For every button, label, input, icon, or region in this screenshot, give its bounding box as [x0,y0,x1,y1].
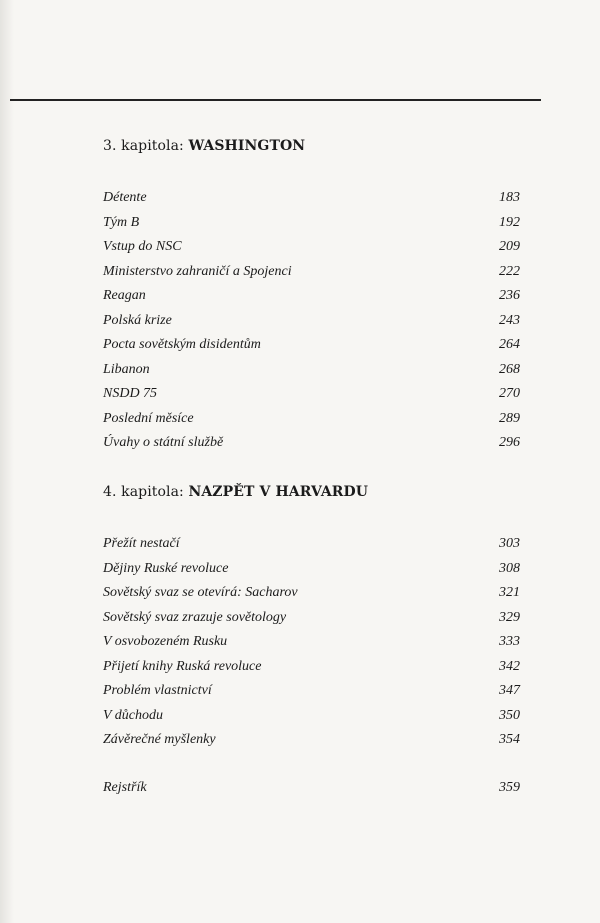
toc-entry[interactable] [101,333,522,358]
toc-entry-title: Tým B [103,214,140,230]
chapter-4-heading [103,484,368,500]
toc-entry[interactable] [101,728,522,753]
toc-entry-title: Rejstřík [103,780,147,795]
toc-entry[interactable] [101,557,522,582]
toc-entry-page: 329 [499,609,520,625]
toc-entry-title: V důchodu [103,707,164,723]
toc-entry-title: Problém vlastnictví [103,683,212,698]
toc-entry-page: 264 [499,337,520,352]
toc-entry-page: 192 [499,214,520,230]
toc-entry-page: 321 [499,585,520,600]
toc-entry[interactable] [101,532,522,557]
toc-entry-page: 183 [499,190,520,205]
toc-entry-title: Libanon [103,361,150,377]
toc-entry[interactable] [101,704,522,729]
toc-entry-title: NSDD 75 [103,386,158,401]
chapter-4-number: 4. kapitola: [103,484,184,500]
chapter-3-heading [103,138,305,154]
toc-entry-title: V osvobozeném Rusku [103,634,228,649]
chapter-3-toc [101,186,522,456]
toc-entry-page: 270 [499,386,520,401]
chapter-3-number: 3. kapitola: [103,138,184,154]
toc-entry-page: 209 [499,239,520,254]
toc-entry[interactable] [101,309,522,334]
toc-entry-index[interactable] [101,776,522,801]
toc-entry-page: 289 [499,410,520,426]
toc-entry[interactable] [101,407,522,432]
toc-entry-title: Závěrečné myšlenky [103,732,216,747]
toc-entry[interactable] [101,606,522,631]
toc-entry-title: Dějiny Ruské revoluce [103,560,229,576]
toc-entry-page: 354 [499,732,520,747]
page-edge [0,0,14,923]
toc-entry-page: 268 [499,361,520,377]
toc-entry-title: Vstup do NSC [103,239,182,254]
toc-entry-title: Polská krize [103,312,172,328]
toc-entry[interactable] [101,211,522,236]
toc-entry[interactable] [101,235,522,260]
chapter-4-toc [101,532,522,753]
toc-entry[interactable] [101,260,522,285]
toc-entry-page: 243 [499,312,520,328]
chapter-4-title: NAZPĚT V HARVARDU [188,484,369,500]
toc-entry-page: 303 [499,536,520,551]
toc-entry-title: Reagan [103,288,146,303]
toc-entry-page: 222 [499,263,520,279]
toc-entry-title: Ministerstvo zahraničí a Spojenci [103,263,292,279]
toc-entry[interactable] [101,186,522,211]
toc-entry[interactable] [101,431,522,456]
toc-entry-page: 359 [499,780,520,795]
toc-entry-page: 347 [499,683,520,698]
toc-entry-title: Poslední měsíce [103,410,194,426]
toc-entry-page: 308 [499,560,520,576]
toc-entry-title: Détente [103,190,147,205]
header-rule [10,99,541,101]
toc-entry-title: Pocta sovětským disidentům [103,337,261,352]
toc-entry-page: 333 [499,634,520,649]
toc-entry-page: 350 [499,707,520,723]
toc-entry-page: 296 [499,435,520,450]
toc-entry-title: Sovětský svaz zrazuje sovětology [103,609,287,625]
toc-entry[interactable] [101,284,522,309]
toc-entry-title: Přijetí knihy Ruská revoluce [103,658,262,674]
toc-entry[interactable] [101,581,522,606]
toc-entry[interactable] [101,655,522,680]
toc-entry-title: Úvahy o státní službě [103,435,224,450]
toc-entry[interactable] [101,679,522,704]
toc-entry-page: 236 [499,288,520,303]
toc-entry[interactable] [101,358,522,383]
toc-entry[interactable] [101,382,522,407]
toc-entry[interactable] [101,630,522,655]
chapter-3-title: WASHINGTON [188,138,306,154]
toc-entry-title: Přežít nestačí [103,536,180,551]
toc-entry-title: Sovětský svaz se otevírá: Sacharov [103,585,298,600]
index-toc [101,776,522,801]
toc-entry-page: 342 [499,658,520,674]
